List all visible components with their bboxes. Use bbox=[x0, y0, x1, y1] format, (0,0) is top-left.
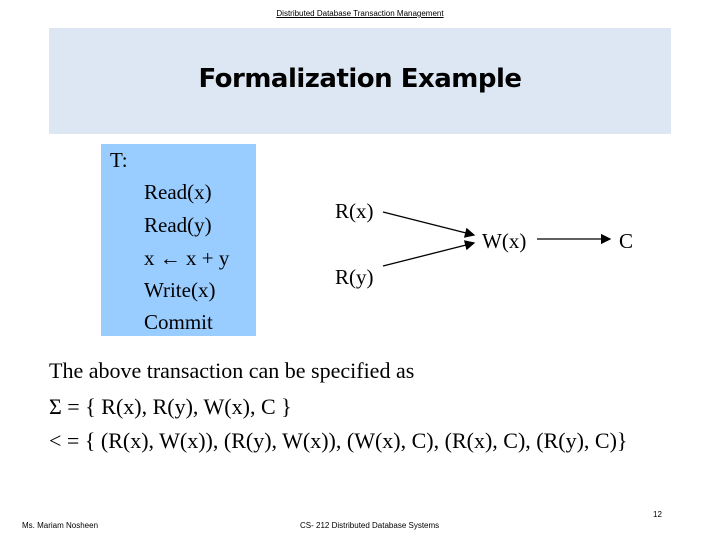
footer-author: Ms. Mariam Nosheen bbox=[22, 521, 99, 530]
node-rx: R(x) bbox=[335, 199, 374, 223]
slide-title: Formalization Example bbox=[198, 64, 522, 94]
op-assign: x ← x + y bbox=[144, 246, 230, 270]
node-c: C bbox=[619, 229, 634, 253]
op-commit: Commit bbox=[144, 310, 213, 334]
body-line-3: < = { (R(x), W(x)), (R(y), W(x)), (W(x), C), (R(x), C), (R(y), C)} bbox=[49, 428, 628, 453]
op-write-x: Write(x) bbox=[144, 278, 216, 302]
page-number: 12 bbox=[653, 510, 662, 519]
arrow-rx-wx bbox=[383, 212, 474, 235]
body-line-1: The above transaction can be specified as bbox=[49, 358, 415, 383]
op-read-x: Read(x) bbox=[144, 180, 212, 204]
header-text: Distributed Database Transaction Management bbox=[276, 9, 444, 18]
arrow-ry-wx bbox=[383, 243, 474, 266]
node-ry: R(y) bbox=[335, 265, 374, 289]
body-line-2: Σ = { R(x), R(y), W(x), C } bbox=[49, 394, 292, 419]
footer-course: CS- 212 Distributed Database Systems bbox=[300, 521, 440, 530]
node-wx: W(x) bbox=[482, 229, 527, 253]
transaction-label: T: bbox=[110, 148, 128, 172]
op-read-y: Read(y) bbox=[144, 213, 212, 237]
